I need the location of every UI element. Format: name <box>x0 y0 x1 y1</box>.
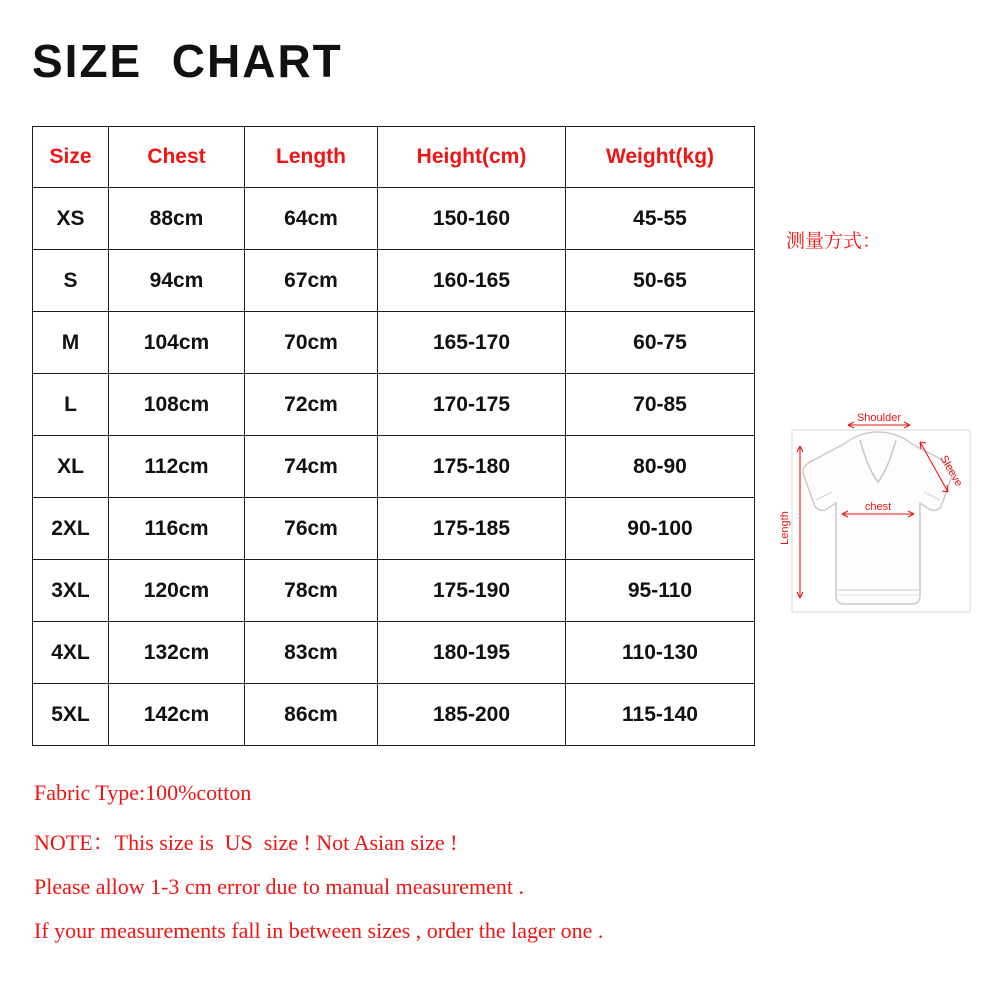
cell-weight: 115-140 <box>566 684 755 746</box>
cell-height: 165-170 <box>378 312 566 374</box>
cell-chest: 116cm <box>109 498 245 560</box>
cell-length: 67cm <box>245 250 378 312</box>
cell-height: 150-160 <box>378 188 566 250</box>
table-row <box>33 188 755 250</box>
cell-chest: 108cm <box>109 374 245 436</box>
cell-length: 76cm <box>245 498 378 560</box>
label-sleeve: Sleeve <box>937 453 965 489</box>
note-measurement-error: Please allow 1-3 cm error due to manual measurement . <box>34 874 524 899</box>
cell-weight: 70-85 <box>566 374 755 436</box>
page-title: SIZE CHART <box>32 35 343 87</box>
table-row <box>33 312 755 374</box>
cell-length: 83cm <box>245 622 378 684</box>
cell-chest: 112cm <box>109 436 245 498</box>
cell-chest: 104cm <box>109 312 245 374</box>
cell-height: 160-165 <box>378 250 566 312</box>
cell-size: 2XL <box>33 498 109 560</box>
tshirt-measurement-diagram <box>770 400 990 640</box>
notes-block <box>34 782 814 964</box>
cell-size: L <box>33 374 109 436</box>
table-row <box>33 374 755 436</box>
cell-length: 74cm <box>245 436 378 498</box>
size-table-container <box>32 126 754 746</box>
cell-size: S <box>33 250 109 312</box>
cell-height: 170-175 <box>378 374 566 436</box>
cell-weight: 60-75 <box>566 312 755 374</box>
cell-height: 175-190 <box>378 560 566 622</box>
cell-chest: 88cm <box>109 188 245 250</box>
table-header-row <box>33 127 755 188</box>
cell-length: 70cm <box>245 312 378 374</box>
table-row <box>33 622 755 684</box>
cell-size: 3XL <box>33 560 109 622</box>
column-header-size: Size <box>33 127 109 188</box>
column-header-chest: Chest <box>109 127 245 188</box>
cell-size: 4XL <box>33 622 109 684</box>
cell-size: 5XL <box>33 684 109 746</box>
cell-weight: 80-90 <box>566 436 755 498</box>
cell-chest: 94cm <box>109 250 245 312</box>
table-row <box>33 498 755 560</box>
cell-chest: 142cm <box>109 684 245 746</box>
label-length: Length <box>779 511 791 545</box>
table-row <box>33 560 755 622</box>
size-table <box>32 126 755 746</box>
column-header-length: Length <box>245 127 378 188</box>
cell-length: 72cm <box>245 374 378 436</box>
cell-weight: 110-130 <box>566 622 755 684</box>
note-fabric-type: Fabric Type:100%cotton <box>34 780 252 805</box>
measurement-method-label: 测量方式： <box>786 230 882 252</box>
label-chest: chest <box>864 501 892 513</box>
cell-weight: 45-55 <box>566 188 755 250</box>
column-header-weight: Weight(kg) <box>566 127 755 188</box>
cell-chest: 132cm <box>109 622 245 684</box>
cell-length: 78cm <box>245 560 378 622</box>
cell-length: 86cm <box>245 684 378 746</box>
table-row <box>33 436 755 498</box>
label-shoulder: Shoulder <box>856 412 902 424</box>
cell-weight: 90-100 <box>566 498 755 560</box>
cell-chest: 120cm <box>109 560 245 622</box>
cell-size: XS <box>33 188 109 250</box>
note-us-size: NOTE：This size is US size ! Not Asian size ! <box>34 830 458 855</box>
column-header-height: Height(cm) <box>378 127 566 188</box>
cell-length: 64cm <box>245 188 378 250</box>
table-row <box>33 250 755 312</box>
cell-size: XL <box>33 436 109 498</box>
cell-weight: 50-65 <box>566 250 755 312</box>
cell-height: 180-195 <box>378 622 566 684</box>
cell-height: 185-200 <box>378 684 566 746</box>
note-between-sizes: If your measurements fall in between sizes , order the lager one . <box>34 918 604 943</box>
cell-size: M <box>33 312 109 374</box>
cell-weight: 95-110 <box>566 560 755 622</box>
table-row <box>33 684 755 746</box>
cell-height: 175-180 <box>378 436 566 498</box>
cell-height: 175-185 <box>378 498 566 560</box>
